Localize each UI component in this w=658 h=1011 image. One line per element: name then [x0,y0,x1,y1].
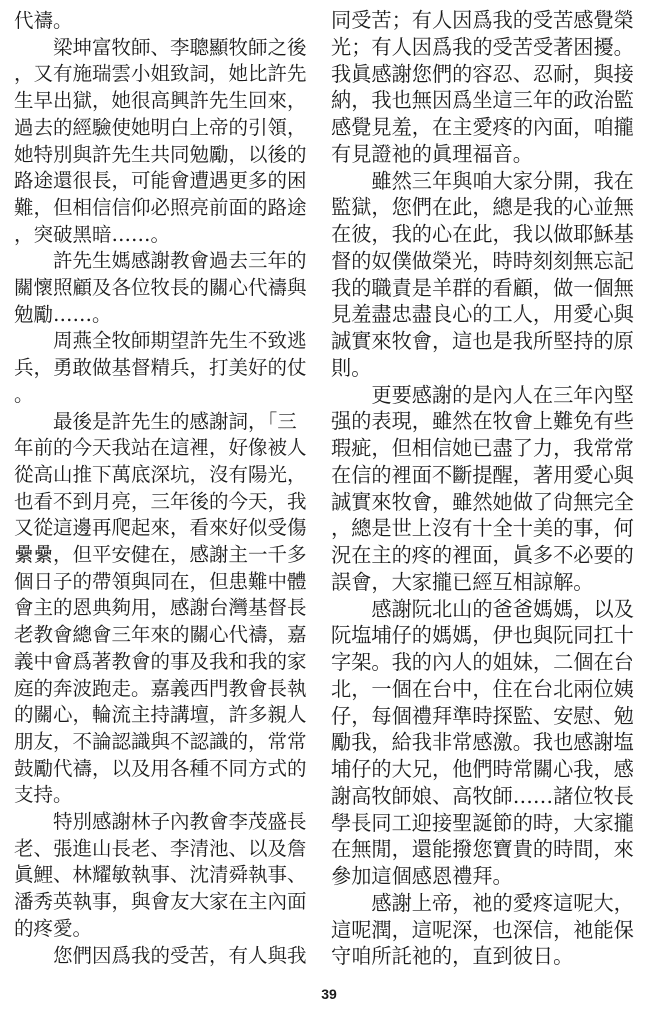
text-line: 監獄，您們在此，總是我的心並無 [331,195,634,220]
text-line: 生早出獄，她很高興許先生回來， [14,89,307,113]
text-line: 過去的經驗使她明白上帝的引領， [14,115,307,139]
text-line: 光；有人因爲我的受苦受著困擾。 [331,34,634,59]
text-line: 況在主的疼的裡面，眞多不必要的 [331,543,634,567]
text-line: 埔仔的大兄，他們時常關心我，感 [331,757,634,781]
text-line: 路途還很長，可能會遭遇更多的困 [14,169,307,193]
text-line: 這呢潤，這呢深，也深信，祂能保 [331,917,634,942]
text-line: 則。 [331,355,372,380]
text-line: 年前的今天我站在這裡，好像被人 [14,436,307,460]
text-line: 同受苦；有人因爲我的受苦感覺榮 [331,8,634,32]
text-line: 難，但相信信仰必照亮前面的路途 [14,195,307,219]
text-line: 個日子的帶領與同在，但患難中體 [14,569,307,593]
text-line: 納，我也無因爲坐這三年的政治監 [331,88,634,113]
text-line: 北，一個在台中，住在台北兩位姨 [331,676,634,701]
text-line: ，突破黑暗……。 [14,222,171,246]
text-line: 兵，勇敢做基督精兵，打美好的仗 [14,356,307,380]
text-line: 周燕全牧師期望許先生不致逃 [14,329,307,353]
text-line: 誠實來牧會，雖然她做了尙無完全 [331,489,634,514]
text-line: 眞鯉、林耀敏執事、沈清舜執事、 [14,863,307,887]
text-line: 强的表現，雖然在牧會上難免有些 [331,409,634,434]
text-line: ，又有施瑞雲小姐致詞，她比許先 [14,62,307,86]
text-line: 在無閒，還能撥您寶貴的時間，來 [331,837,634,862]
text-line: 潘秀英執事，與會友大家在主內面 [14,890,307,914]
text-line: 老教會總會三年來的關心代禱，嘉 [14,623,307,647]
text-line: 您們因爲我的受苦，有人與我 [14,943,307,967]
text-line: 也看不到月亮，三年後的今天，我 [14,489,307,513]
text-line: 又從這邊再爬起來，看來好似受傷 [14,516,307,540]
text-line: 字架。我的內人的姐妹，二個在台 [331,650,634,674]
text-line: 誤會，大家攏已經互相諒解。 [331,569,594,594]
text-line: 在信的裡面不斷提醒，著用愛心與 [331,462,634,487]
text-line: 守咱所託祂的，直到彼日。 [331,944,574,969]
text-line: 見羞盡忠盡良心的工人，用愛心與 [331,302,634,327]
text-line: 瑕疵，但相信她已盡了力，我常常 [331,436,634,460]
text-line: 勉勵……。 [14,302,112,326]
text-line: 的關心，輪流主持講壇，許多親人 [14,703,307,727]
text-line: 在彼，我的心在此，我以做耶穌基 [331,222,634,246]
text-line: 許先生媽感謝教會過去三年的 [14,249,307,273]
text-line: 誠實來牧會，這也是我所堅持的原 [331,329,634,353]
text-line: 參加這個感恩禮拜。 [331,864,513,888]
text-line: 勵我，給我非常感激。我也感謝塩 [331,730,634,755]
text-line: 。 [14,382,34,406]
text-line: 她特別與許先生共同勉勵，以後的 [14,142,307,166]
text-line: 特別感謝林子內教會李茂盛長 [14,810,307,833]
text-line: 仔，每個禮拜準時探監、安慰、勉 [331,703,634,728]
text-line: 義中會爲著教會的事及我和我的家 [14,649,307,673]
text-line: 感謝上帝，祂的愛疼這呢大， [331,890,634,915]
text-line: 庭的奔波跑走。嘉義西門教會長執 [14,676,307,700]
text-line: 梁坤富牧師、李聰顯牧師之後 [14,35,307,59]
text-line: 感謝阮北山的爸爸媽媽，以及 [331,596,634,621]
text-line: 鼓勵代禱，以及用各種不同方式的 [14,756,307,780]
text-line: 督的奴僕做榮光，時時刻刻無忘記 [331,248,634,273]
text-line: 雖然三年與咱大家分開，我在 [331,168,634,193]
text-line: 老、張進山長老、李清池、以及詹 [14,836,307,860]
text-line: 代禱。 [14,9,73,32]
text-line: 學長同工迎接聖誕節的時，大家攏 [331,810,634,835]
text-line: 關懷照顧及各位牧長的關心代禱與 [14,276,307,299]
text-line: 的疼愛。 [14,916,93,940]
text-line: 從高山推下萬底深坑，沒有陽光， [14,462,307,486]
text-line: 謝高牧師娘、高牧師……諸位牧長 [331,783,634,808]
text-line: 朋友，不論認識與不認識的，常常 [14,729,307,753]
text-line: 更要感謝的是內人在三年內堅 [331,382,634,407]
page-number: 39 [321,986,337,1002]
text-line: 阮塩埔仔的媽媽，伊也與阮同扛十 [331,623,634,648]
text-line: 有見證祂的眞理福音。 [331,141,533,166]
text-line: 支持。 [14,783,73,807]
text-line: 我的職責是羊群的看顧，做一個無 [331,275,634,300]
text-line: 會主的恩典夠用，感謝台灣基督長 [14,596,307,620]
text-line: 我眞感謝您們的容忍、忍耐，與接 [331,61,634,86]
text-line: 纍纍，但平安健在，感謝主一千多 [14,543,307,566]
text-line: 最後是許先生的感謝詞，「三 [14,409,297,433]
text-line: ，總是世上沒有十全十美的事，何 [331,516,634,541]
text-line: 感覺見羞，在主愛疼的內面，咱攏 [331,115,634,139]
